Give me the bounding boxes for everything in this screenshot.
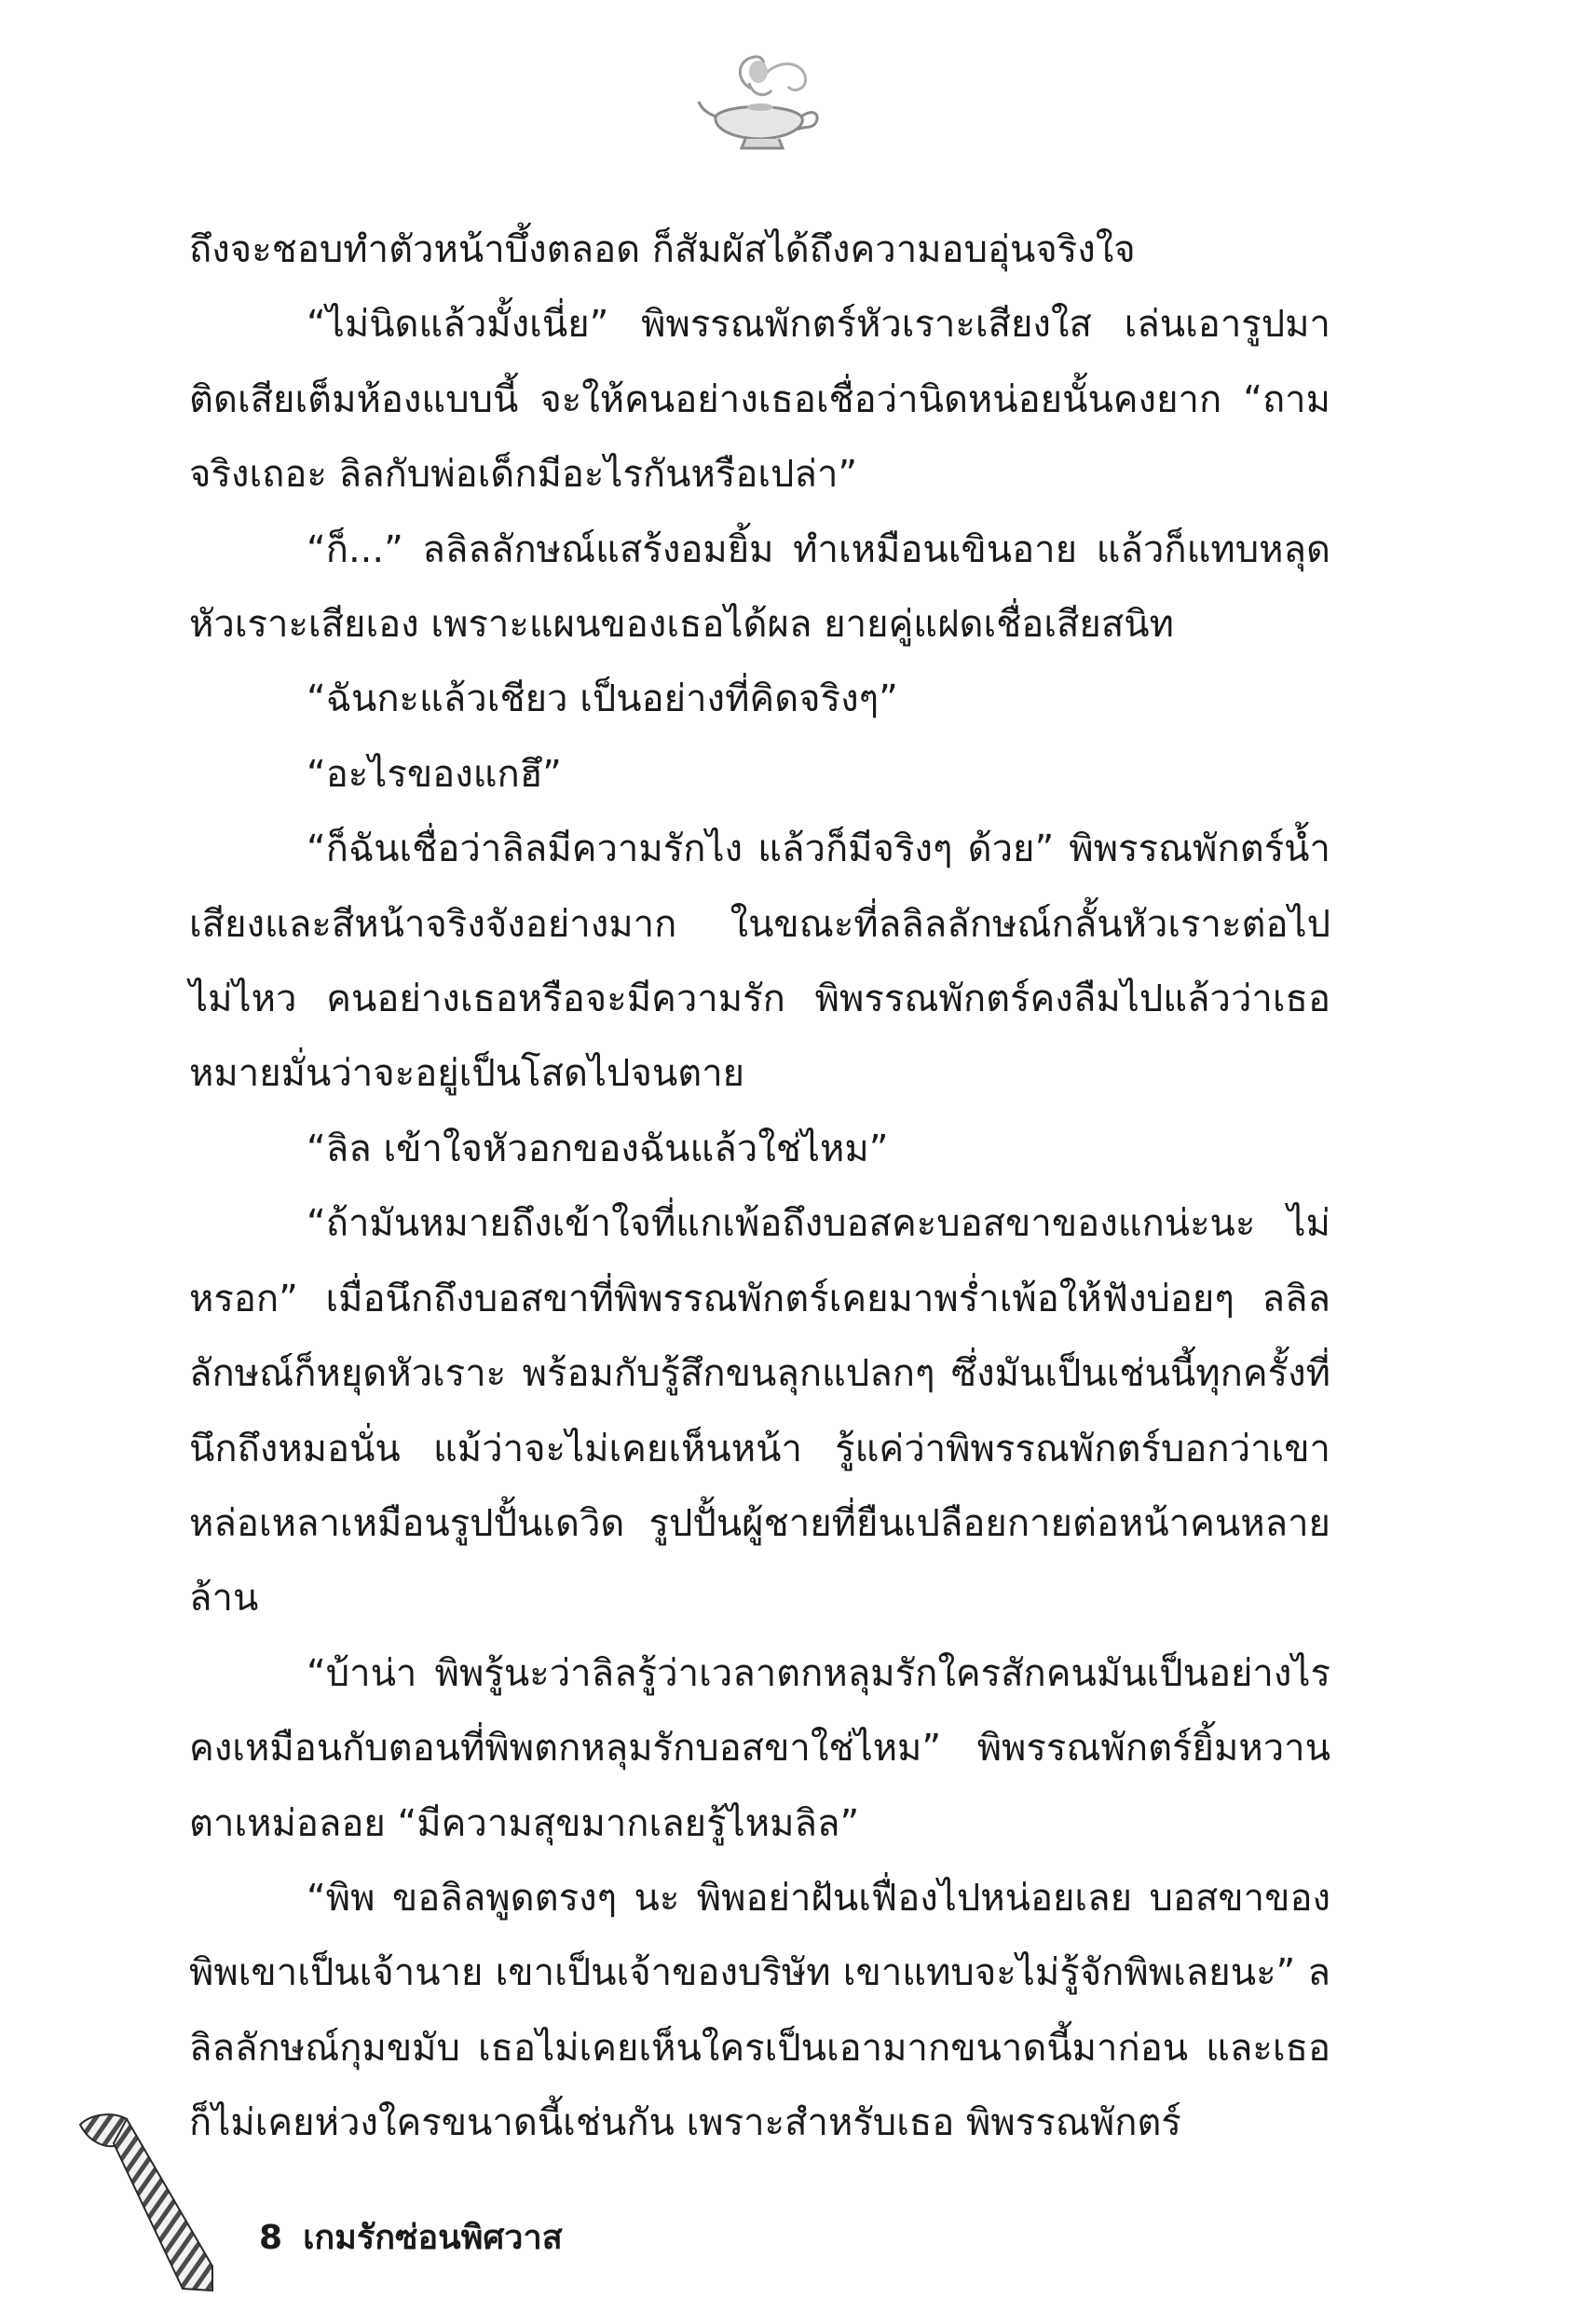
necktie-icon xyxy=(73,2108,231,2294)
paragraph: “ก็...” ลลิลลักษณ์แสร้งอมยิ้ม ทำเหมือนเขินอาย แล้วก็แทบหลุดหัวเราะเสียเอง เพราะแผนของเธอได้ผล ยายคู่แฝดเชื่อเสียสนิท xyxy=(189,527,1330,647)
paragraph: “ถ้ามันหมายถึงเข้าใจที่แกเพ้อถึงบอสคะบอสขาของแกน่ะนะ ไม่หรอก” เมื่อนึกถึงบอสขาที่พิพรรณพักตร์เคยมาพร่ำเพ้อให้ฟังบ่อยๆ ลลิลลักษณ์ก็หยุดหัวเราะ พร้อมกับรู้สึกขนลุกแปลกๆ ซึ่งมันเป็นเช่นนี้ทุกครั้งที่นึกถึงหมอนั่น แม้ว่าจะไม่เคยเห็นหน้า รู้แค่ว่าพิพรรณพักตร์บอกว่าเขาหล่อเหลาเหมือนรูปปั้นเดวิด รูปปั้นผู้ชายที่ยืนเปลือยกายต่อหน้าคนหลายล้าน xyxy=(189,1202,1330,1620)
body-text xyxy=(189,212,1330,2161)
genie-lamp-icon xyxy=(697,51,827,154)
paragraph: “ไม่นิดแล้วมั้งเนี่ย” พิพรรณพักตร์หัวเราะเสียงใส เล่นเอารูปมาติดเสียเต็มห้องแบบนี้ จะให้คนอย่างเธอเชื่อว่านิดหน่อยนั้นคงยาก “ถามจริงเถอะ ลิลกับพ่อเด็กมีอะไรกันหรือเปล่า” xyxy=(189,303,1330,497)
paragraph: “ฉันกะแล้วเชียว เป็นอย่างที่คิดจริงๆ” xyxy=(307,677,898,721)
book-title: เกมรักซ่อนพิศวาส xyxy=(303,2219,563,2257)
paragraph: “ก็ฉันเชื่อว่าลิลมีความรักไง แล้วก็มีจริงๆ ด้วย” พิพรรณพักตร์น้ำเสียงและสีหน้าจริงจังอย่างมาก ในขณะที่ลลิลลักษณ์กลั้นหัวเราะต่อไปไม่ไหว คนอย่างเธอหรือจะมีความรัก พิพรรณพักตร์คงลืมไปแล้วว่าเธอหมายมั่นว่าจะอยู่เป็นโสดไปจนตาย xyxy=(189,827,1330,1096)
paragraph: “บ้าน่า พิพรู้นะว่าลิลรู้ว่าเวลาตกหลุมรักใครสักคนมันเป็นอย่างไร คงเหมือนกับตอนที่พิพตกหลุมรักบอสขาใช่ไหม” พิพรรณพักตร์ยิ้มหวานตาเหม่อลอย “มีความสุขมากเลยรู้ไหมลิล” xyxy=(189,1651,1330,1845)
page-number: 8 xyxy=(259,2219,283,2257)
paragraph: “ลิล เข้าใจหัวอกของฉันแล้วใช่ไหม” xyxy=(307,1127,889,1170)
page-footer xyxy=(259,2210,563,2263)
paragraph: “อะไรของแกฮึ” xyxy=(307,752,562,796)
paragraph: ถึงจะชอบทำตัวหน้าบึ้งตลอด ก็สัมผัสได้ถึงความอบอุ่นจริงใจ xyxy=(189,228,1136,271)
paragraph: “พิพ ขอลิลพูดตรงๆ นะ พิพอย่าฝันเฟื่องไปหน่อยเลย บอสขาของพิพเขาเป็นเจ้านาย เขาเป็นเจ้าของบริษัท เขาแทบจะไม่รู้จักพิพเลยนะ” ลลิลลักษณ์กุมขมับ เธอไม่เคยเห็นใครเป็นเอามากขนาดนี้มาก่อน และเธอก็ไม่เคยห่วงใครขนาดนี้เช่นกัน เพราะสำหรับเธอ พิพรรณพักตร์ xyxy=(189,1876,1330,2145)
